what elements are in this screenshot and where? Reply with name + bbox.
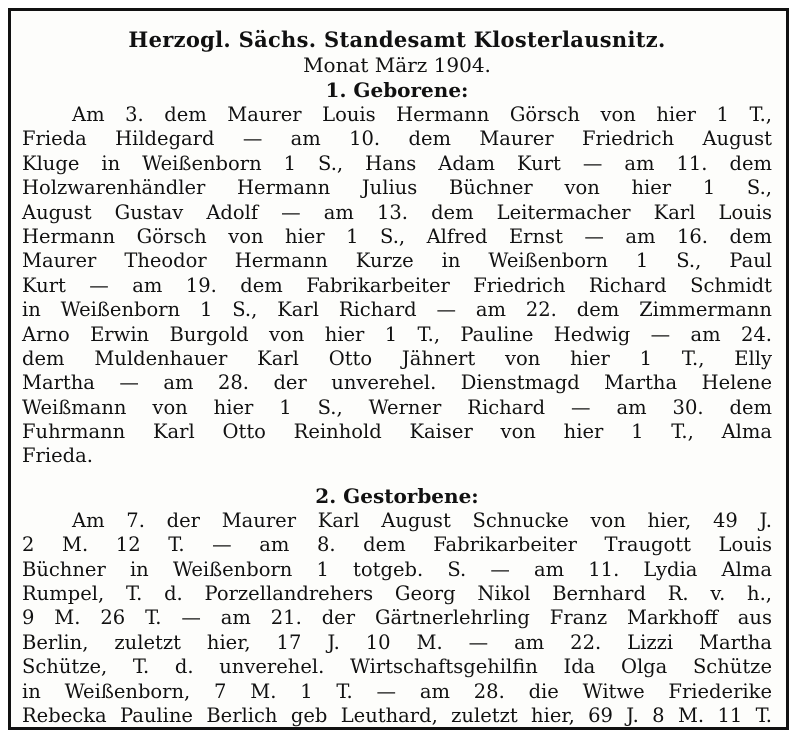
births-line: Weißmann von hier 1 S., Werner Richard — am 30. dem [22, 395, 772, 419]
deaths-line: Schütze, T. d. unverehel. Wirtschaftsgehilfin Ida Olga Schütze [22, 655, 772, 679]
deaths-line: 9 M. 26 T. — am 21. der Gärtnerlehrling Franz Markhoff aus [22, 606, 772, 630]
births-section-title: 1. Geborene: [325, 78, 469, 102]
births-line: Am 3. dem Maurer Louis Hermann Görsch von hier 1 T., [72, 103, 772, 126]
deaths-line: Berlin, zuletzt hier, 17 J. 10 M. — am 22. Lizzi Martha [22, 630, 772, 654]
deaths-line: Rebecka Pauline Berlich geb Leuthard, zuletzt hier, 69 J. 8 M. 11 T. [22, 703, 772, 727]
births-line: Hermann Görsch von hier 1 S., Alfred Ernst — am 16. dem [22, 224, 772, 248]
deaths-line: 2 M. 12 T. — am 8. dem Fabrikarbeiter Traugott Louis [22, 533, 772, 557]
births-line: August Gustav Adolf — am 13. dem Leitermacher Karl Louis [22, 200, 772, 224]
births-line: Kurt — am 19. dem Fabrikarbeiter Friedrich Richard Schmidt [22, 273, 772, 297]
births-line: Fuhrmann Karl Otto Reinhold Kaiser von hier 1 T., Alma [22, 420, 772, 444]
births-line: Arno Erwin Burgold von hier 1 T., Pauline Hedwig — am 24. [22, 322, 772, 346]
deaths-line: Am 7. der Maurer Karl August Schnucke von hier, 49 J. [72, 508, 772, 532]
registry-office-heading: Herzogl. Sächs. Standesamt Klosterlausnitz. [128, 27, 666, 52]
births-line: Holzwarenhändler Hermann Julius Büchner von hier 1 S., [22, 176, 772, 200]
newspaper-clipping [22, 22, 772, 728]
births-line: Frieda Hildegard — am 10. dem Maurer Friedrich August [22, 127, 772, 151]
births-line: in Weißenborn 1 S., Karl Richard — am 22. dem Zimmermann [22, 298, 772, 322]
births-line: Kluge in Weißenborn 1 S., Hans Adam Kurt — am 11. dem [22, 151, 772, 175]
month-line: Monat März 1904. [303, 53, 491, 77]
deaths-paragraph [22, 509, 772, 729]
deaths-line: in Weißenborn, 7 M. 1 T. — am 28. die Witwe Friederike [22, 679, 772, 703]
section-gap [22, 469, 772, 483]
births-line: Frieda. [22, 444, 93, 468]
deaths-line: Rumpel, T. d. Porzellandrehers Georg Nikol Bernhard R. v. h., [22, 582, 772, 606]
deaths-line: Büchner in Weißenborn 1 totgeb. S. — am 11. Lydia Alma [22, 557, 772, 581]
births-line: Martha — am 28. der unverehel. Dienstmagd Martha Helene [22, 371, 772, 395]
births-paragraph [22, 103, 772, 469]
deaths-section-title: 2. Gestorbene: [315, 483, 479, 508]
births-line: dem Muldenhauer Karl Otto Jähnert von hier 1 T., Elly [22, 346, 772, 370]
births-line: Maurer Theodor Hermann Kurze in Weißenborn 1 S., Paul [22, 249, 772, 273]
